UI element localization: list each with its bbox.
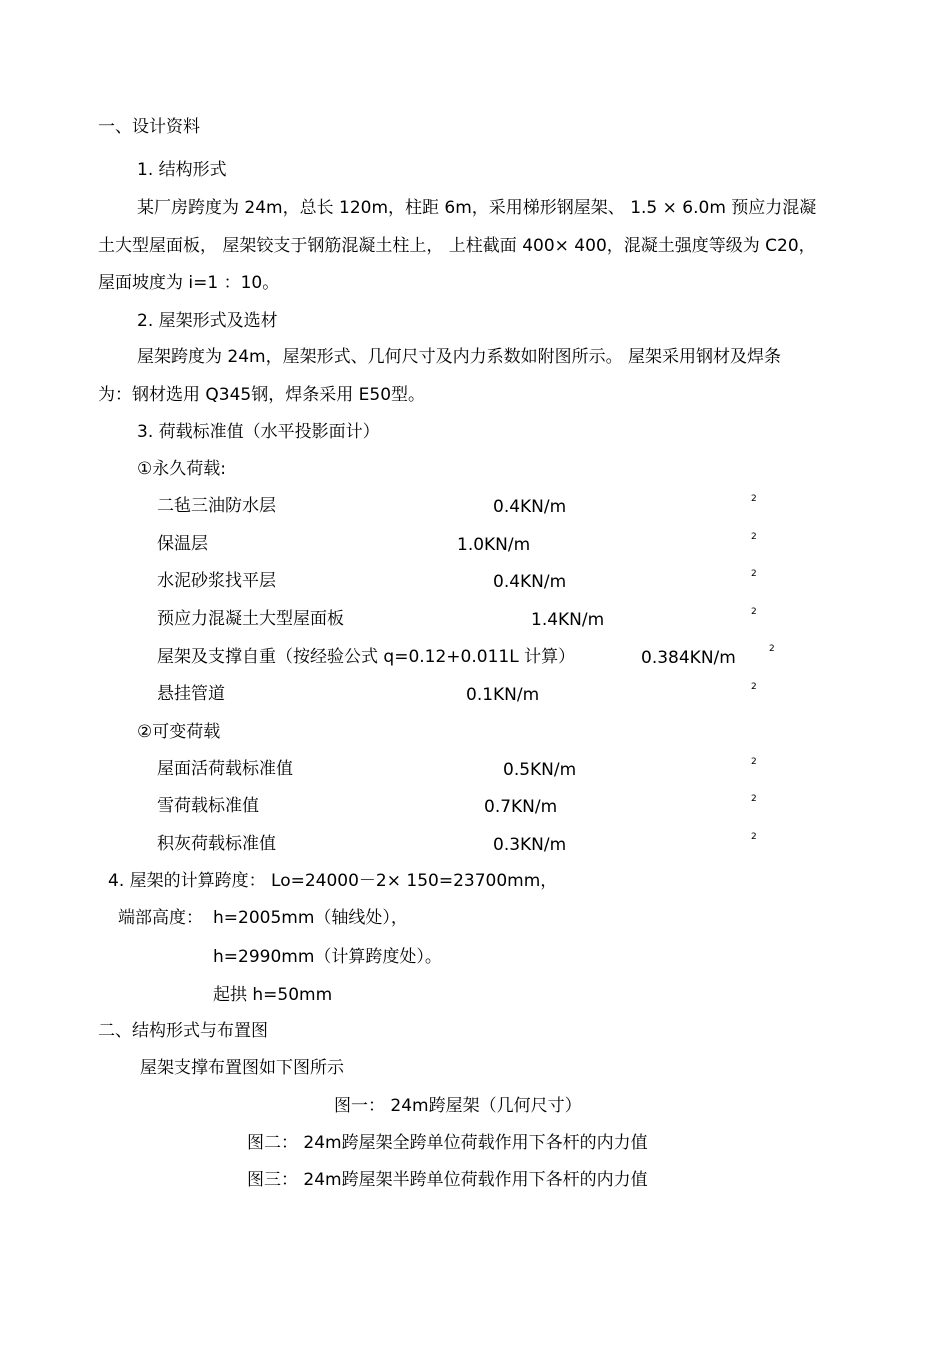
sub4-title: 4. 屋架的计算跨度： Lo=24000－2× 150=23700mm， bbox=[108, 871, 558, 891]
sub1-paragraph-line3: 屋面坡度为 i=1 ：10。 bbox=[98, 273, 280, 293]
sub1-title: 1. 结构形式 bbox=[137, 160, 227, 180]
permanent-load-title: ①永久荷载: bbox=[137, 459, 226, 479]
sub2-paragraph-line1: 屋架跨度为 24m，屋架形式、几何尺寸及内力系数如附图所示。 屋架采用钢材及焊条 bbox=[137, 347, 781, 367]
load-value: 0.4KN/m bbox=[493, 497, 567, 517]
sub1-paragraph-line1: 某厂房跨度为 24m，总长 120m，柱距 6m，采用梯形钢屋架、 1.5 × 6.0m 预应力混凝 bbox=[137, 198, 817, 218]
section2-heading: 二、结构形式与布置图 bbox=[98, 1021, 268, 1041]
load-value: 0.4KN/m bbox=[493, 572, 567, 592]
load-value: 1.0KN/m bbox=[457, 535, 531, 555]
load-name: 屋面活荷载标准值 bbox=[157, 759, 293, 779]
camber: 起拱 h=50mm bbox=[213, 985, 333, 1005]
load-unit-exponent: 2 bbox=[769, 644, 775, 654]
sub2-paragraph-line2: 为：钢材选用 Q345钢，焊条采用 E50型。 bbox=[98, 385, 426, 405]
end-height-axis: h=2005mm（轴线处）， bbox=[213, 908, 408, 928]
sub1-paragraph-line2: 土大型屋面板， 屋架铰支于钢筋混凝土柱上， 上柱截面 400× 400，混凝土强度等级为 C20， bbox=[98, 236, 816, 256]
load-name: 预应力混凝土大型屋面板 bbox=[157, 609, 344, 629]
sub2-title: 2. 屋架形式及选材 bbox=[137, 311, 278, 331]
load-name: 保温层 bbox=[157, 534, 208, 554]
load-unit-exponent: 2 bbox=[751, 569, 757, 579]
load-name: 积灰荷载标准值 bbox=[157, 834, 276, 854]
load-value: 0.384KN/m bbox=[641, 648, 736, 668]
load-name: 屋架及支撑自重（按经验公式 q=0.12+0.011L 计算） bbox=[157, 647, 576, 667]
section2-intro: 屋架支撑布置图如下图所示 bbox=[140, 1058, 344, 1078]
load-value: 1.4KN/m bbox=[531, 610, 605, 630]
load-unit-exponent: 2 bbox=[751, 532, 757, 542]
load-unit-exponent: 2 bbox=[751, 607, 757, 617]
figure2-caption: 图二： 24m跨屋架全跨单位荷载作用下各杆的内力值 bbox=[247, 1133, 648, 1153]
load-unit-exponent: 2 bbox=[751, 682, 757, 692]
end-height-label: 端部高度： bbox=[118, 908, 203, 928]
load-name: 雪荷载标准值 bbox=[157, 796, 259, 816]
figure3-caption: 图三： 24m跨屋架半跨单位荷载作用下各杆的内力值 bbox=[247, 1170, 648, 1190]
load-value: 0.1KN/m bbox=[466, 685, 540, 705]
end-height-span: h=2990mm（计算跨度处）。 bbox=[213, 947, 442, 967]
load-unit-exponent: 2 bbox=[751, 757, 757, 767]
figure1-caption: 图一： 24m跨屋架（几何尺寸） bbox=[334, 1096, 582, 1116]
load-unit-exponent: 2 bbox=[751, 832, 757, 842]
load-value: 0.3KN/m bbox=[493, 835, 567, 855]
load-unit-exponent: 2 bbox=[751, 794, 757, 804]
variable-load-title: ②可变荷载 bbox=[137, 722, 221, 742]
load-unit-exponent: 2 bbox=[751, 494, 757, 504]
load-name: 悬挂管道 bbox=[157, 684, 225, 704]
load-name: 二毡三油防水层 bbox=[157, 496, 276, 516]
load-value: 0.5KN/m bbox=[503, 760, 577, 780]
sub3-title: 3. 荷载标准值（水平投影面计） bbox=[137, 422, 380, 442]
load-value: 0.7KN/m bbox=[484, 797, 558, 817]
section1-heading: 一、设计资料 bbox=[98, 117, 200, 137]
load-name: 水泥砂浆找平层 bbox=[157, 571, 276, 591]
